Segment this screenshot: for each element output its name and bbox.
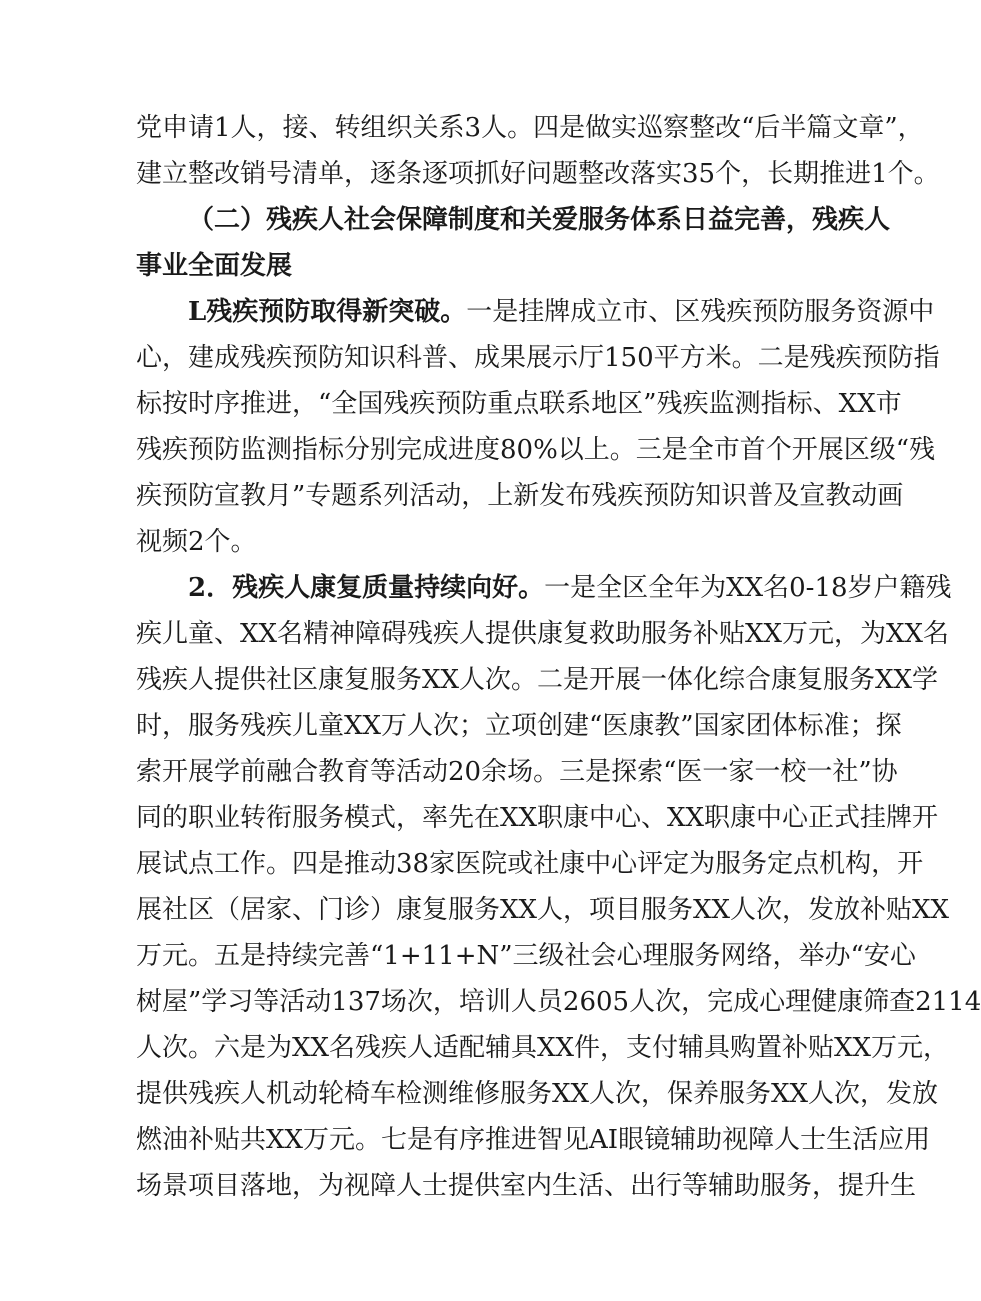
paragraph-line: 提供残疾人机动轮椅车检测维修服务XX人次，保养服务XX人次，发放 bbox=[136, 1079, 939, 1109]
paragraph-line: 展试点工作。四是推动38家医院或社康中心评定为服务定点机构，开 bbox=[136, 849, 924, 879]
paragraph-line: 场景项目落地，为视障人士提供室内生活、出行等辅助服务，提升生 bbox=[136, 1171, 917, 1201]
paragraph-line: 人次。六是为XX名残疾人适配辅具XX件，支付辅具购置补贴XX万元， bbox=[136, 1033, 950, 1063]
paragraph-line: 视频2个。 bbox=[136, 527, 257, 557]
section-heading: （二）残疾人社会保障制度和关爱服务体系日益完善，残疾人 bbox=[188, 205, 891, 235]
item-text: 一是全区全年为XX名0-18岁户籍残 bbox=[544, 573, 952, 603]
paragraph-line: 残疾人提供社区康复服务XX人次。二是开展一体化综合康复服务XX学 bbox=[136, 665, 939, 695]
paragraph-line: 残疾预防监测指标分别完成进度80%以上。三是全市首个开展区级“残 bbox=[136, 435, 936, 465]
paragraph-line: 党申请1人，接、转组织关系3人。四是做实巡察整改“后半篇文章”， bbox=[136, 113, 924, 143]
item-heading: 2．残疾人康复质量持续向好。 bbox=[188, 573, 545, 603]
item-heading: L残疾预防取得新突破。 bbox=[188, 297, 467, 327]
paragraph-line: 疾儿童、XX名精神障碍残疾人提供康复救助服务补贴XX万元，为XX名 bbox=[136, 619, 950, 649]
item-heading-line bbox=[188, 570, 952, 606]
paragraph-line: 索开展学前融合教育等活动20余场。三是探索“医一家一校一社”协 bbox=[136, 757, 898, 787]
paragraph-line: 同的职业转衔服务模式，率先在XX职康中心、XX职康中心正式挂牌开 bbox=[136, 803, 939, 833]
paragraph-line: 心，建成残疾预防知识科普、成果展示厅150平方米。二是残疾预防指 bbox=[136, 343, 940, 373]
paragraph-line: 疾预防宣教月”专题系列活动，上新发布残疾预防知识普及宣教动画 bbox=[136, 481, 904, 511]
paragraph-line: 建立整改销号清单，逐条逐项抓好问题整改落实35个，长期推进1个。 bbox=[136, 159, 940, 189]
paragraph-line: 燃油补贴共XX万元。七是有序推进智见AI眼镜辅助视障人士生活应用 bbox=[136, 1125, 931, 1155]
paragraph-line: 时，服务残疾儿童XX万人次；立项创建“医康教”国家团体标准；探 bbox=[136, 711, 902, 741]
paragraph-line: 树屋”学习等活动137场次，培训人员2605人次，完成心理健康筛查2114 bbox=[136, 987, 981, 1017]
paragraph-line: 万元。五是持续完善“1+11+N”三级社会心理服务网络，举办“安心 bbox=[136, 941, 916, 971]
paragraph-line: 展社区（居家、门诊）康复服务XX人，项目服务XX人次，发放补贴XX bbox=[136, 895, 950, 925]
item-heading-line bbox=[188, 294, 935, 330]
section-heading: 事业全面发展 bbox=[136, 251, 293, 281]
paragraph-line: 标按时序推进，“全国残疾预防重点联系地区”残疾监测指标、XX市 bbox=[136, 389, 902, 419]
item-text: 一是挂牌成立市、区残疾预防服务资源中 bbox=[466, 297, 935, 327]
